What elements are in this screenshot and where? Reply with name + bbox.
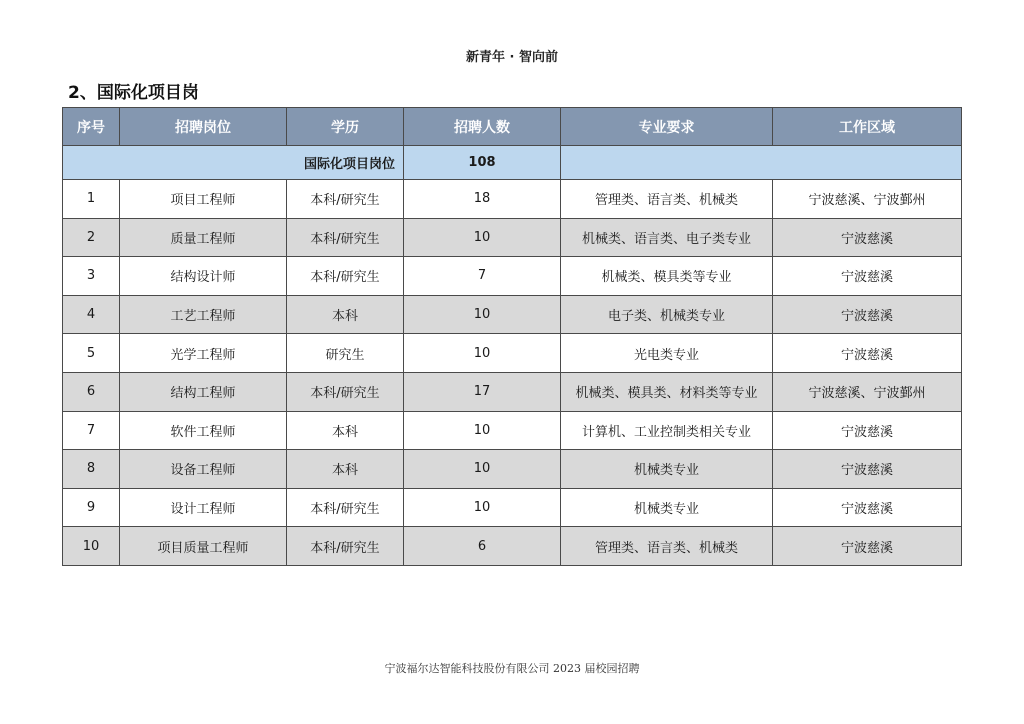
major-requirement: 机械类、模具类、材料类等专业 xyxy=(561,372,773,411)
column-header: 学历 xyxy=(287,108,404,146)
major-requirement: 电子类、机械类专业 xyxy=(561,295,773,334)
education: 本科 xyxy=(287,295,404,334)
work-location: 宁波慈溪、宁波鄞州 xyxy=(773,372,962,411)
section-title: 2、国际化项目岗 xyxy=(68,83,199,103)
major-requirement: 管理类、语言类、机械类 xyxy=(561,527,773,566)
education: 本科 xyxy=(287,411,404,450)
work-location: 宁波慈溪、宁波鄞州 xyxy=(773,180,962,219)
work-location: 宁波慈溪 xyxy=(773,218,962,257)
headcount: 10 xyxy=(404,450,561,489)
position-name: 结构设计师 xyxy=(120,257,287,296)
group-empty xyxy=(561,146,962,180)
headcount: 7 xyxy=(404,257,561,296)
row-number: 6 xyxy=(63,372,120,411)
page-header: 新青年 · 智向前 xyxy=(466,50,558,65)
row-number: 8 xyxy=(63,450,120,489)
row-number: 1 xyxy=(63,180,120,219)
table-row xyxy=(63,257,962,296)
position-name: 设备工程师 xyxy=(120,450,287,489)
position-name: 质量工程师 xyxy=(120,218,287,257)
table-row xyxy=(63,295,962,334)
work-location: 宁波慈溪 xyxy=(773,334,962,373)
headcount: 18 xyxy=(404,180,561,219)
table-header-row xyxy=(63,108,962,146)
table-row xyxy=(63,372,962,411)
education: 本科/研究生 xyxy=(287,527,404,566)
group-label: 国际化项目岗位 xyxy=(63,146,404,180)
work-location: 宁波慈溪 xyxy=(773,411,962,450)
major-requirement: 计算机、工业控制类相关专业 xyxy=(561,411,773,450)
headcount: 17 xyxy=(404,372,561,411)
column-header: 招聘人数 xyxy=(404,108,561,146)
work-location: 宁波慈溪 xyxy=(773,450,962,489)
headcount: 10 xyxy=(404,411,561,450)
education: 本科/研究生 xyxy=(287,218,404,257)
major-requirement: 机械类专业 xyxy=(561,488,773,527)
table-row xyxy=(63,218,962,257)
column-header: 工作区域 xyxy=(773,108,962,146)
row-number: 5 xyxy=(63,334,120,373)
position-name: 项目工程师 xyxy=(120,180,287,219)
position-name: 软件工程师 xyxy=(120,411,287,450)
headcount: 10 xyxy=(404,488,561,527)
headcount: 6 xyxy=(404,527,561,566)
major-requirement: 机械类、模具类等专业 xyxy=(561,257,773,296)
table-row xyxy=(63,411,962,450)
education: 研究生 xyxy=(287,334,404,373)
major-requirement: 机械类、语言类、电子类专业 xyxy=(561,218,773,257)
work-location: 宁波慈溪 xyxy=(773,488,962,527)
row-number: 2 xyxy=(63,218,120,257)
group-row xyxy=(63,146,962,180)
position-name: 光学工程师 xyxy=(120,334,287,373)
row-number: 3 xyxy=(63,257,120,296)
position-name: 结构工程师 xyxy=(120,372,287,411)
education: 本科/研究生 xyxy=(287,180,404,219)
table-row xyxy=(63,527,962,566)
position-name: 项目质量工程师 xyxy=(120,527,287,566)
major-requirement: 机械类专业 xyxy=(561,450,773,489)
work-location: 宁波慈溪 xyxy=(773,295,962,334)
job-table xyxy=(62,107,962,566)
page-footer: 宁波福尔达智能科技股份有限公司 2023 届校园招聘 xyxy=(384,662,640,675)
column-header: 序号 xyxy=(63,108,120,146)
work-location: 宁波慈溪 xyxy=(773,527,962,566)
work-location: 宁波慈溪 xyxy=(773,257,962,296)
education: 本科 xyxy=(287,450,404,489)
education: 本科/研究生 xyxy=(287,257,404,296)
table-row xyxy=(63,180,962,219)
table-row xyxy=(63,334,962,373)
group-total: 108 xyxy=(404,146,561,180)
headcount: 10 xyxy=(404,218,561,257)
headcount: 10 xyxy=(404,295,561,334)
row-number: 10 xyxy=(63,527,120,566)
column-header: 招聘岗位 xyxy=(120,108,287,146)
position-name: 工艺工程师 xyxy=(120,295,287,334)
position-name: 设计工程师 xyxy=(120,488,287,527)
headcount: 10 xyxy=(404,334,561,373)
major-requirement: 光电类专业 xyxy=(561,334,773,373)
column-header: 专业要求 xyxy=(561,108,773,146)
major-requirement: 管理类、语言类、机械类 xyxy=(561,180,773,219)
education: 本科/研究生 xyxy=(287,488,404,527)
row-number: 9 xyxy=(63,488,120,527)
job-table-body xyxy=(63,146,962,566)
education: 本科/研究生 xyxy=(287,372,404,411)
table-row xyxy=(63,488,962,527)
table-row xyxy=(63,450,962,489)
row-number: 7 xyxy=(63,411,120,450)
row-number: 4 xyxy=(63,295,120,334)
